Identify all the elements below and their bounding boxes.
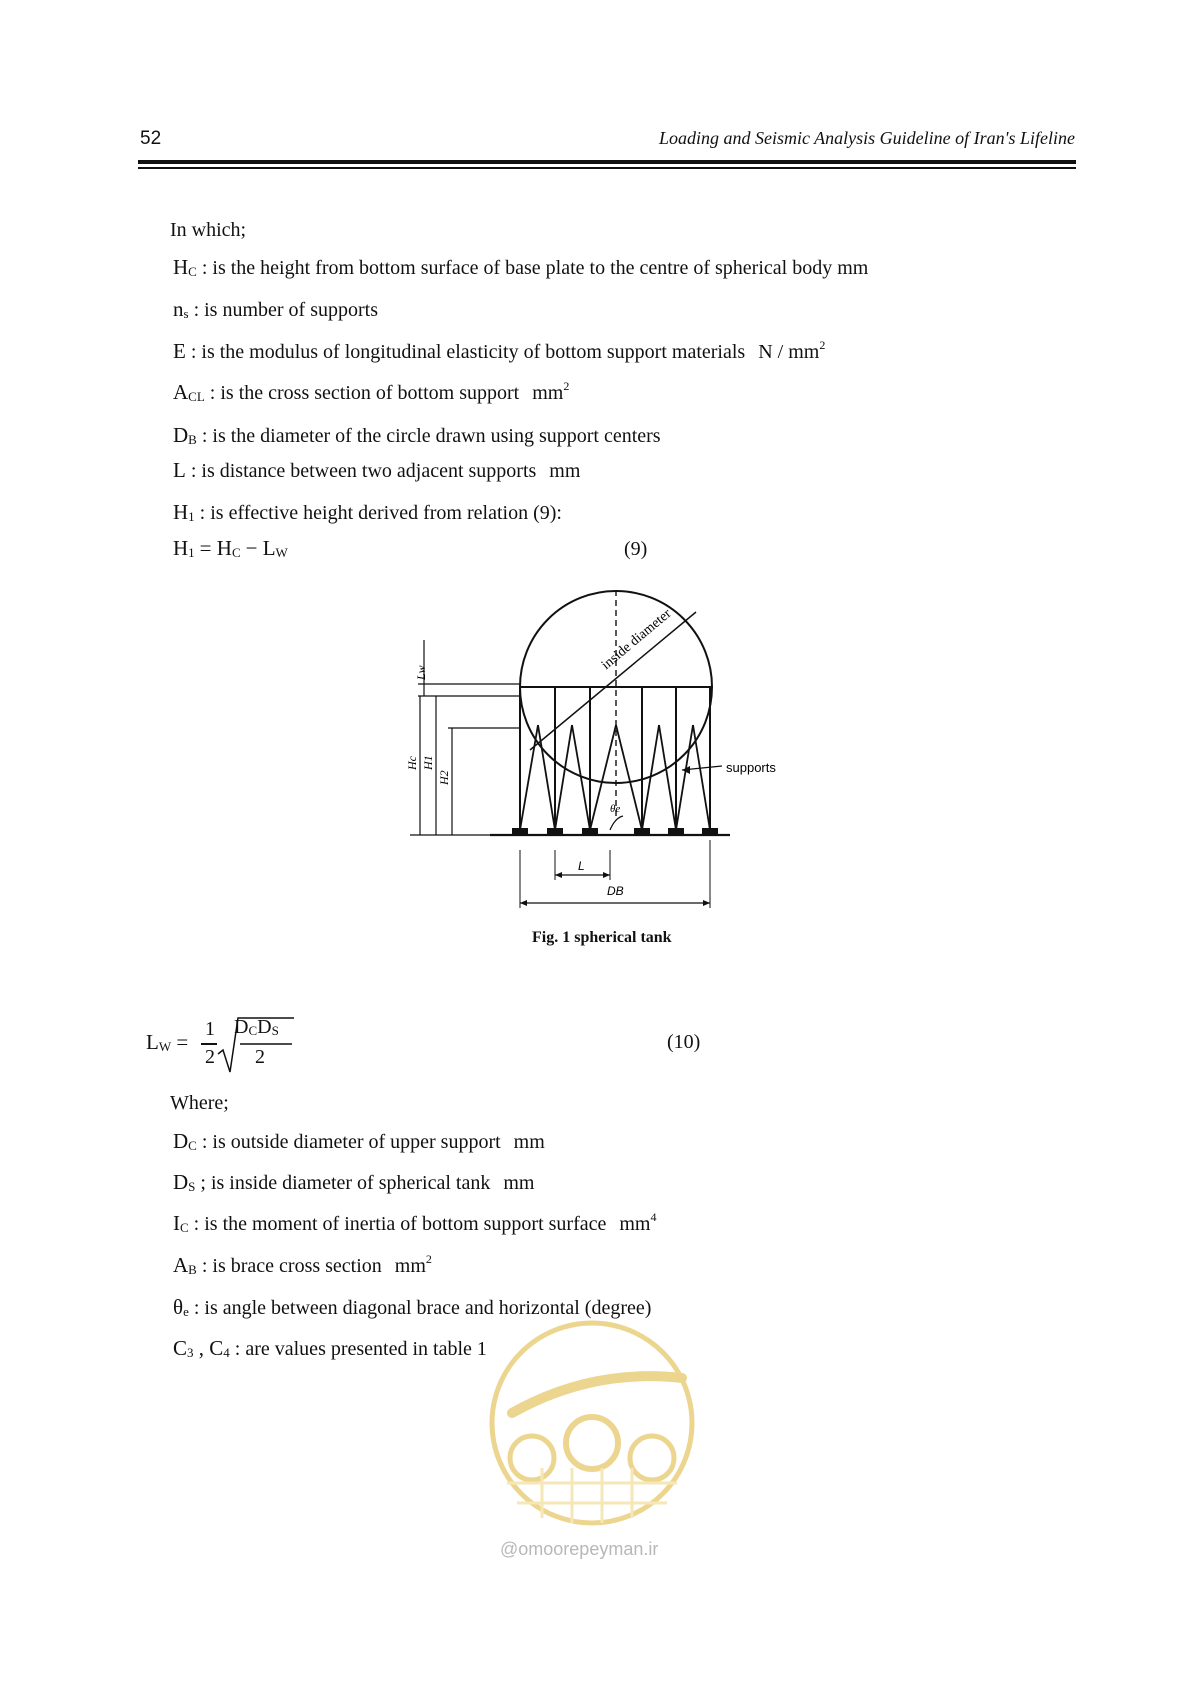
def-symbol: n: [173, 297, 184, 321]
def-h1: [173, 500, 562, 525]
eq10-lhs-sub: W: [158, 1039, 172, 1054]
def-subscript: S: [188, 1179, 196, 1194]
watermark-logo: [482, 1318, 702, 1528]
def-symbol: A: [173, 1253, 189, 1277]
def-unit-sup: 2: [563, 379, 570, 393]
def-symbol: H: [173, 255, 189, 279]
eq10-rad-num-sub1: C: [248, 1023, 258, 1038]
def-db: [173, 423, 661, 448]
spherical-tank-figure: [405, 590, 776, 920]
def-unit: N / mm: [758, 341, 820, 363]
eq10-rad-num-sub2: S: [271, 1023, 279, 1038]
def-subscript: B: [188, 1262, 197, 1277]
eq9-minus-sub: W: [275, 545, 288, 560]
def-text: : is angle between diagonal brace and horizontal (degree): [193, 1297, 652, 1319]
def-subscript: C: [188, 1138, 197, 1153]
def-e: [173, 339, 825, 364]
def-symbol: E: [173, 339, 186, 363]
def-ic: [173, 1211, 656, 1236]
def-text: : are values presented in table 1: [234, 1338, 487, 1360]
def-text: : is outside diameter of upper support: [201, 1131, 501, 1153]
intro-text: In which;: [170, 219, 247, 241]
def-symbol: H: [173, 500, 189, 524]
def-subscript: e: [183, 1304, 189, 1319]
def-text: : is distance between two adjacent supports: [190, 460, 537, 482]
label-db: DB: [607, 884, 624, 898]
def-unit: mm: [549, 460, 581, 482]
eq10-lhs: L: [146, 1030, 159, 1054]
def-text: : is brace cross section: [201, 1255, 382, 1277]
def-symbol-2: , C: [193, 1336, 224, 1360]
def-subscript: C: [188, 264, 197, 279]
theta-arc: [610, 816, 623, 830]
label-theta: θe: [610, 803, 621, 815]
where-text: Where;: [170, 1092, 229, 1114]
label-supports: supports: [726, 760, 776, 775]
eq10-rad-num-d2: D: [257, 1016, 272, 1038]
def-symbol: D: [173, 423, 189, 447]
eq9-lhs: H: [173, 536, 189, 560]
eq10-fraction-den: 2: [205, 1046, 215, 1068]
def-ds: [173, 1170, 534, 1195]
def-unit-sup: 2: [425, 1252, 432, 1266]
eq10-fraction-bar: [201, 1043, 217, 1045]
label-h2: H2: [437, 770, 451, 785]
def-subscript: s: [183, 306, 189, 321]
header-rule-thin: [138, 167, 1076, 169]
def-subscript: C: [180, 1220, 189, 1235]
def-ns: [173, 297, 378, 322]
eq9-term: = H: [199, 536, 232, 560]
def-symbol: A: [173, 380, 189, 404]
eq10-rad-num: [234, 1016, 279, 1039]
eq10-fraction-num: 1: [205, 1018, 215, 1040]
def-unit: mm: [532, 382, 564, 404]
def-c3c4: [173, 1336, 487, 1361]
def-symbol: θ: [173, 1295, 184, 1319]
equation-9-number: (9): [624, 538, 648, 560]
def-symbol: D: [173, 1129, 189, 1153]
label-lw: Lw: [414, 665, 428, 680]
def-dc: [173, 1129, 545, 1154]
def-text: : is the moment of inertia of bottom support surface: [193, 1213, 607, 1235]
def-subscript: B: [188, 432, 197, 447]
def-unit: mm: [394, 1255, 426, 1277]
label-l: L: [578, 859, 585, 873]
def-subscript: CL: [188, 389, 205, 404]
def-l: [173, 458, 580, 483]
label-hc: Hc: [405, 756, 419, 770]
def-subscript-2: 4: [223, 1345, 230, 1360]
def-text: : is the height from bottom surface of base plate to the centre of spherical body mm: [201, 257, 869, 279]
def-acl: [173, 380, 569, 405]
watermark-url: @omoorepeyman.ir: [500, 1539, 659, 1559]
def-symbol: D: [173, 1170, 189, 1194]
equation-9: [173, 536, 288, 561]
def-unit: mm: [619, 1213, 651, 1235]
running-title: Loading and Seismic Analysis Guideline of Iran's Lifeline: [659, 128, 1075, 148]
def-unit: mm: [513, 1131, 545, 1153]
eq9-term-sub: C: [231, 545, 241, 560]
def-symbol: I: [173, 1211, 180, 1235]
figure-caption: Fig. 1 spherical tank: [532, 929, 672, 946]
equation-10: [146, 1030, 188, 1055]
def-text: : is the modulus of longitudinal elasticity of bottom support materials: [190, 341, 746, 363]
eq10-rad-num-d1: D: [234, 1016, 249, 1038]
eq10-rad-den: 2: [255, 1046, 265, 1068]
equation-10-number: (10): [667, 1031, 701, 1053]
def-text: ; is inside diameter of spherical tank: [200, 1172, 491, 1194]
def-ab: [173, 1253, 432, 1278]
page-number: 52: [140, 128, 162, 149]
def-symbol: L: [173, 458, 186, 482]
label-h1: H1: [421, 755, 435, 770]
def-text: : is number of supports: [193, 299, 378, 321]
header-rule-thick: [138, 160, 1076, 164]
eq9-minus-term: − L: [245, 536, 276, 560]
def-subscript: 3: [187, 1345, 194, 1360]
def-text: : is the cross section of bottom support: [209, 382, 520, 404]
def-symbol: C: [173, 1336, 188, 1360]
label-inside-diameter: inside diameter: [598, 606, 675, 674]
def-hc: [173, 255, 868, 280]
def-theta: [173, 1295, 651, 1320]
def-text: : is effective height derived from relation (9):: [199, 502, 562, 524]
eq9-lhs-sub: 1: [188, 545, 195, 560]
def-unit-sup: 2: [819, 338, 826, 352]
def-subscript: 1: [188, 509, 195, 524]
def-unit: mm: [503, 1172, 535, 1194]
def-unit-sup: 4: [650, 1210, 657, 1224]
support-bases: [512, 828, 718, 834]
eq10-equals: =: [176, 1030, 189, 1054]
def-text: : is the diameter of the circle drawn using support centers: [201, 425, 661, 447]
